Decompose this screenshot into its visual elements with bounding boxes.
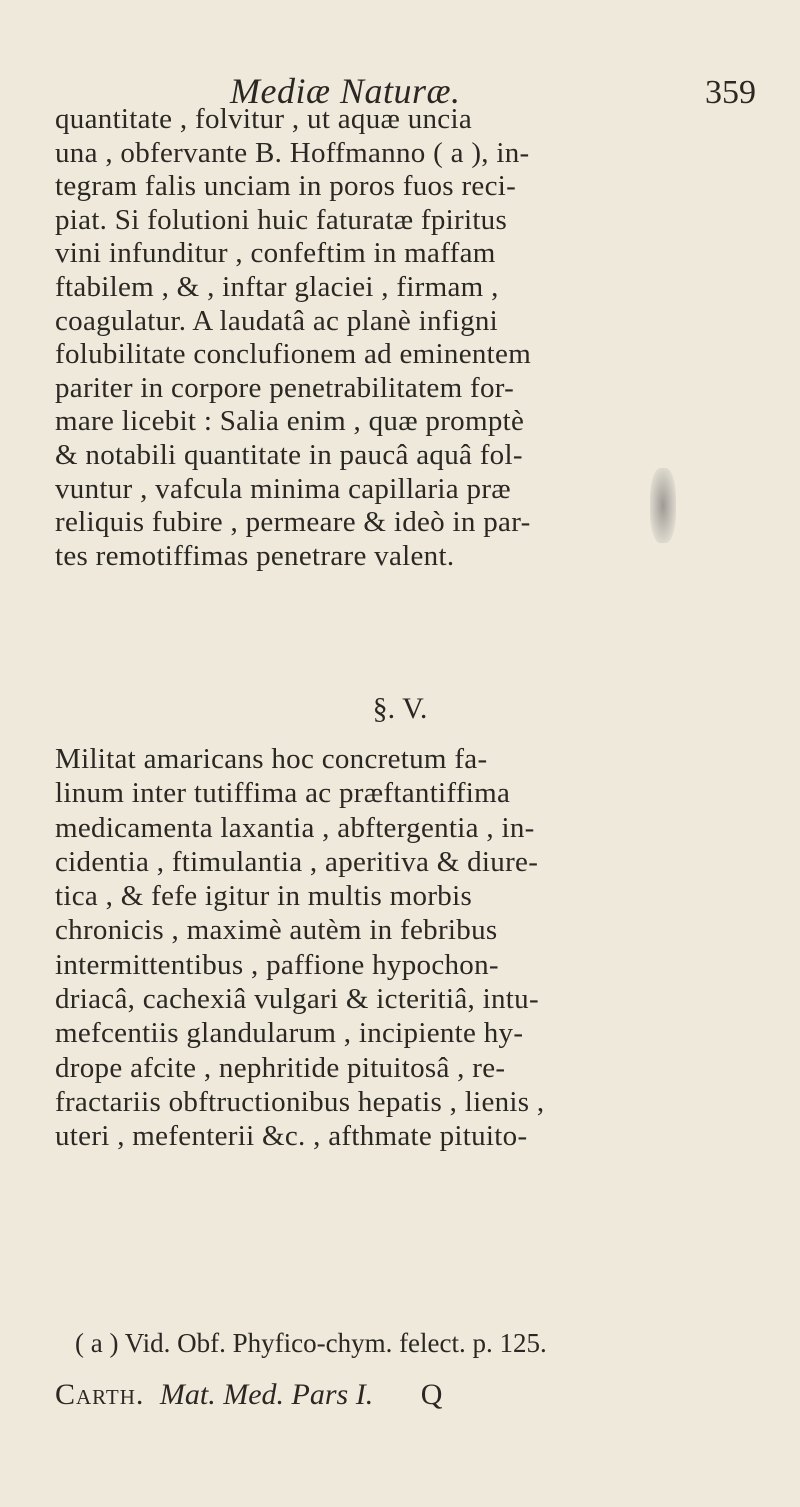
paragraph-2: [55, 742, 745, 1154]
text-line: uteri , mefenterii &c. , afthmate pituito-: [55, 1120, 528, 1153]
text-line: pariter in corpore penetrabilitatem for-: [55, 371, 515, 404]
text-line: coagulatur. A laudatâ ac planè infigni: [55, 304, 499, 337]
text-line: piat. Si folutioni huic faturatæ fpiritus: [55, 203, 508, 236]
footnote: ( a ) Vid. Obf. Phyfico-chym. felect. p. 125.: [75, 1328, 547, 1358]
text-line: Militat amaricans hoc concretum fa-: [55, 743, 488, 775]
running-title: Mediæ Naturæ.: [230, 71, 461, 111]
text-line: tes remotiffimas penetrare valent.: [55, 539, 455, 572]
text-line: medicamenta laxantia , abftergentia , in-: [55, 811, 535, 844]
text-line: quantitate , folvitur , ut aquæ uncia: [55, 103, 473, 135]
text-line: vini infunditur , confeftim in maffam: [55, 237, 496, 270]
signature-line: [55, 1378, 745, 1412]
text-line: drope afcite , nephritide pituitosâ , re-: [55, 1051, 506, 1084]
text-line: chronicis , maximè autèm in febribus: [55, 914, 498, 947]
signature-title: Mat. Med. Pars I.: [159, 1378, 374, 1411]
signature-mark: Q: [420, 1378, 443, 1411]
text-line: fractariis obftructionibus hepatis , lienis ,: [55, 1085, 545, 1118]
text-line: intermittentibus , paffione hypochon-: [55, 948, 499, 981]
text-line: mare licebit : Salia enim , quæ promptè: [55, 405, 525, 438]
text-line: driacâ, cachexiâ vulgari & icteritiâ, intu-: [55, 983, 539, 1016]
page-number: 359: [705, 74, 756, 111]
text-line: folubilitate conclufionem ad eminentem: [55, 338, 532, 371]
text-line: tica , & fefe igitur in multis morbis: [55, 880, 473, 913]
paragraph-1: [55, 103, 745, 573]
text-line: una , obfervante B. Hoffmanno ( a ), in-: [55, 136, 530, 169]
text-line: vuntur , vafcula minima capillaria præ: [55, 472, 511, 505]
text-line: tegram falis unciam in poros fuos reci-: [55, 170, 517, 203]
section-heading: §. V.: [372, 692, 428, 725]
text-line: linum inter tutiffima ac præftantiffima: [55, 777, 511, 810]
text-line: reliquis fubire , permeare & ideò in par-: [55, 506, 531, 539]
text-line: ftabilem , & , inftar glaciei , firmam ,: [55, 270, 499, 303]
ink-stain: [650, 468, 676, 543]
text-line: mefcentiis glandularum , incipiente hy-: [55, 1017, 524, 1050]
text-line: cidentia , ftimulantia , aperitiva & diure-: [55, 845, 539, 878]
signature-author: Carth.: [55, 1378, 145, 1411]
text-line: & notabili quantitate in paucâ aquâ fol-: [55, 438, 523, 471]
